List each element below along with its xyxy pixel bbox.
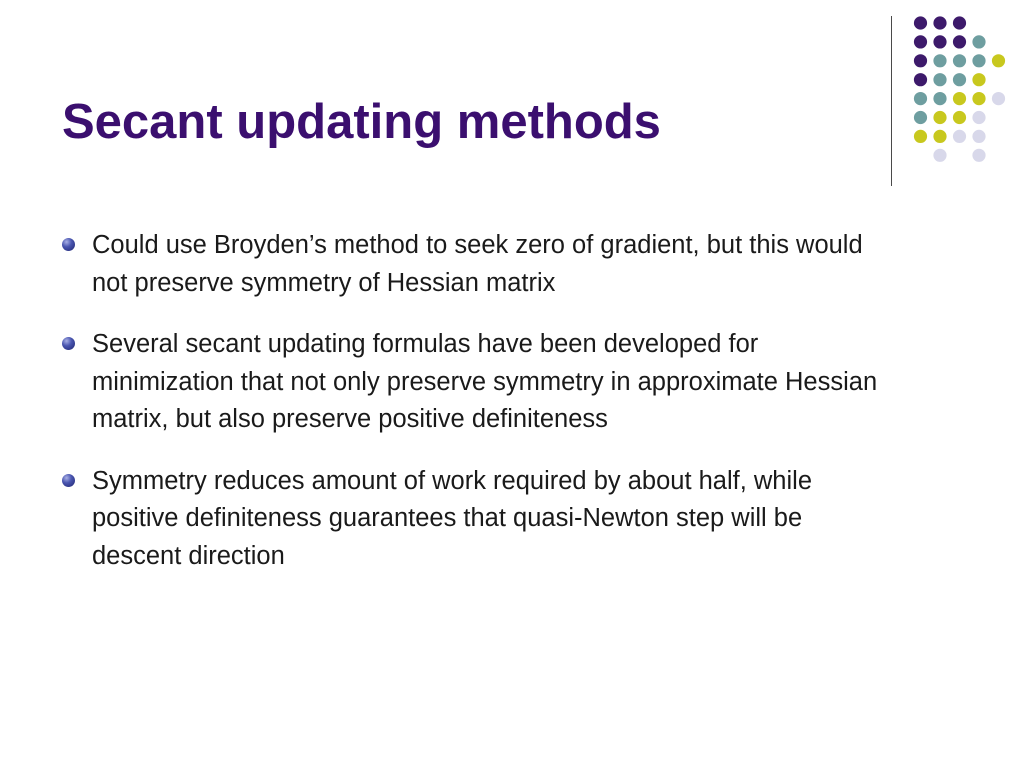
decorative-dot	[933, 149, 946, 162]
decorative-dot	[972, 92, 985, 105]
decorative-dot	[972, 130, 985, 143]
decorative-dot	[914, 92, 927, 105]
decorative-dot	[933, 130, 946, 143]
decorative-dot	[953, 92, 966, 105]
decorative-dot	[914, 54, 927, 67]
title-divider-line	[891, 16, 892, 186]
decorative-dot	[933, 73, 946, 86]
decorative-dot	[972, 149, 985, 162]
decorative-dot	[972, 54, 985, 67]
decorative-dot	[914, 73, 927, 86]
decorative-dot	[914, 130, 927, 143]
decorative-dot	[914, 35, 927, 48]
slide-title: Secant updating methods	[62, 95, 661, 149]
decorative-dot	[992, 92, 1005, 105]
decorative-dot	[933, 54, 946, 67]
decorative-dot	[914, 111, 927, 124]
decorative-dot	[933, 111, 946, 124]
decorative-dot	[953, 130, 966, 143]
bullet-item	[62, 227, 892, 302]
bullet-dot-icon	[62, 337, 75, 350]
bullet-dot-icon	[62, 238, 75, 251]
decorative-dot	[953, 73, 966, 86]
decorative-dot	[953, 16, 966, 29]
decorative-dot	[972, 111, 985, 124]
bullet-text: Symmetry reduces amount of work required by about half, while positive definiteness guarantees that quasi-Newton step will be descent direction	[92, 466, 813, 570]
decorative-dot	[992, 54, 1005, 67]
decorative-dot	[953, 35, 966, 48]
decorative-dot	[972, 73, 985, 86]
bullet-item	[62, 326, 892, 439]
decorative-dot	[953, 111, 966, 124]
bullet-text: Could use Broyden’s method to seek zero of gradient, but this would not preserve symmetry of Hessian matrix	[92, 231, 863, 297]
bullet-item	[62, 463, 892, 576]
decorative-dot	[914, 16, 927, 29]
bullet-text: Several secant updating formulas have been developed for minimization that not only preserve symmetry in approximate Hessian matrix, but also preserve positive definiteness	[92, 330, 878, 433]
bullet-dot-icon	[62, 474, 75, 487]
decorative-dot	[972, 35, 985, 48]
decorative-dot	[933, 92, 946, 105]
decorative-dot	[953, 54, 966, 67]
bullet-list	[62, 227, 892, 599]
decorative-dot	[933, 16, 946, 29]
decorative-dot	[933, 35, 946, 48]
